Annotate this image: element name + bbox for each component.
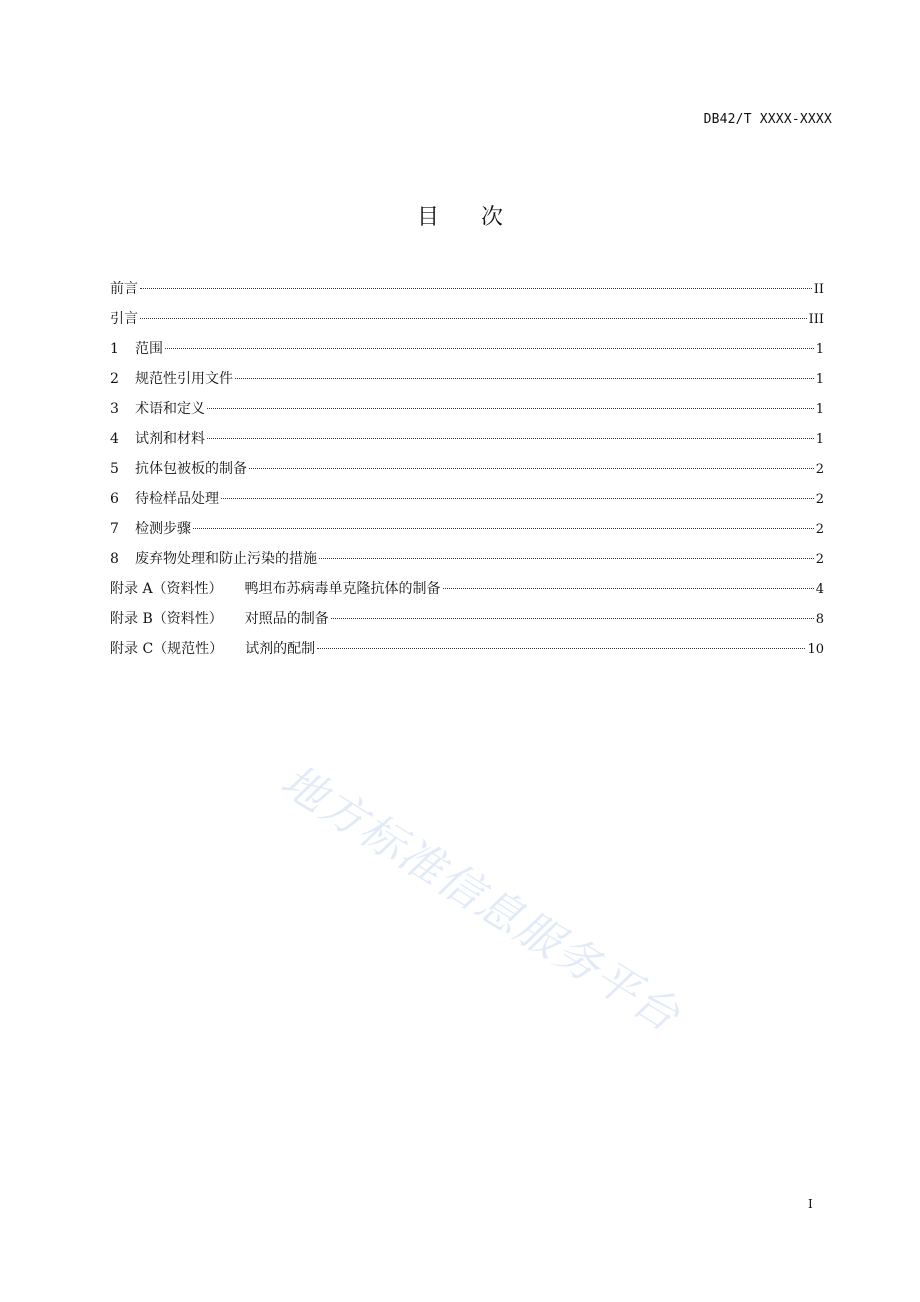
toc-entry-label: 废弃物处理和防止污染的措施 xyxy=(135,551,317,567)
toc-entry-number: 3 xyxy=(110,401,119,417)
toc-entry-foreword[interactable] xyxy=(110,279,824,309)
document-code: DB42/T XXXX-XXXX xyxy=(703,112,832,127)
toc-entry-label: 术语和定义 xyxy=(135,401,205,417)
toc-leader-dots xyxy=(319,558,814,559)
toc-leader-dots xyxy=(193,528,814,529)
toc-entry-label: 试剂和材料 xyxy=(135,431,205,447)
toc-page-number: 1 xyxy=(815,342,824,357)
toc-entry-detection-steps[interactable] xyxy=(110,519,824,549)
title-char-2: 次 xyxy=(481,205,504,230)
table-of-contents xyxy=(110,279,824,669)
toc-entry-number: 7 xyxy=(110,521,119,537)
toc-entry-number: 8 xyxy=(110,551,119,567)
toc-leader-dots xyxy=(249,468,814,469)
toc-page-number: II xyxy=(813,282,824,297)
toc-page-number: 8 xyxy=(815,612,824,627)
watermark: 地方标准信息服务平台 xyxy=(272,755,690,1043)
toc-page-number: 2 xyxy=(815,522,824,537)
toc-entry-appendix-a[interactable] xyxy=(110,579,824,609)
page-number: I xyxy=(808,1197,813,1211)
toc-appendix-title: 对照品的制备 xyxy=(244,611,329,627)
toc-leader-dots xyxy=(317,648,805,649)
toc-entry-label: 待检样品处理 xyxy=(135,491,219,507)
toc-entry-waste-disposal[interactable] xyxy=(110,549,824,579)
toc-page-number: 10 xyxy=(807,642,824,657)
toc-leader-dots xyxy=(140,318,807,319)
toc-leader-dots xyxy=(140,288,812,289)
toc-entry-number: 1 xyxy=(110,341,119,357)
toc-page-number: 2 xyxy=(815,462,824,477)
toc-page-number: 4 xyxy=(815,582,824,597)
toc-entry-reagents-materials[interactable] xyxy=(110,429,824,459)
toc-page-number: 1 xyxy=(815,432,824,447)
toc-entry-normative-references[interactable] xyxy=(110,369,824,399)
toc-page-number: 2 xyxy=(815,552,824,567)
toc-entry-number: 6 xyxy=(110,491,119,507)
toc-leader-dots xyxy=(331,618,814,619)
toc-entry-number: 4 xyxy=(110,431,119,447)
toc-appendix-label: 附录 B（资料性） xyxy=(110,611,223,627)
toc-leader-dots xyxy=(207,438,814,439)
toc-entry-label: 抗体包被板的制备 xyxy=(135,461,247,477)
toc-entry-appendix-b[interactable] xyxy=(110,609,824,639)
toc-leader-dots xyxy=(221,498,814,499)
toc-entry-appendix-c[interactable] xyxy=(110,639,824,669)
toc-appendix-title: 鸭坦布苏病毒单克隆抗体的制备 xyxy=(244,581,441,597)
toc-entry-sample-processing[interactable] xyxy=(110,489,824,519)
toc-appendix-title: 试剂的配制 xyxy=(245,641,316,657)
toc-entry-label: 范围 xyxy=(135,341,163,357)
toc-entry-label: 前言 xyxy=(110,281,138,297)
toc-leader-dots xyxy=(165,348,814,349)
toc-entry-label: 引言 xyxy=(110,311,138,327)
toc-appendix-label: 附录 C（规范性） xyxy=(110,641,224,657)
toc-entry-label: 检测步骤 xyxy=(135,521,191,537)
toc-entry-antibody-plate[interactable] xyxy=(110,459,824,489)
toc-page-number: III xyxy=(808,312,824,327)
toc-appendix-label: 附录 A（资料性） xyxy=(110,581,223,597)
toc-entry-number: 5 xyxy=(110,461,119,477)
toc-entry-number: 2 xyxy=(110,371,119,387)
toc-entry-terms-definitions[interactable] xyxy=(110,399,824,429)
toc-page-number: 1 xyxy=(815,402,824,417)
toc-entry-scope[interactable] xyxy=(110,339,824,369)
toc-leader-dots xyxy=(235,378,814,379)
toc-leader-dots xyxy=(207,408,814,409)
toc-entry-label: 规范性引用文件 xyxy=(135,371,233,387)
toc-page-number: 1 xyxy=(815,372,824,387)
toc-entry-introduction[interactable] xyxy=(110,309,824,339)
toc-page-number: 2 xyxy=(815,492,824,507)
page-title xyxy=(0,200,920,231)
title-char-1: 目 xyxy=(416,205,439,230)
toc-leader-dots xyxy=(443,588,814,589)
